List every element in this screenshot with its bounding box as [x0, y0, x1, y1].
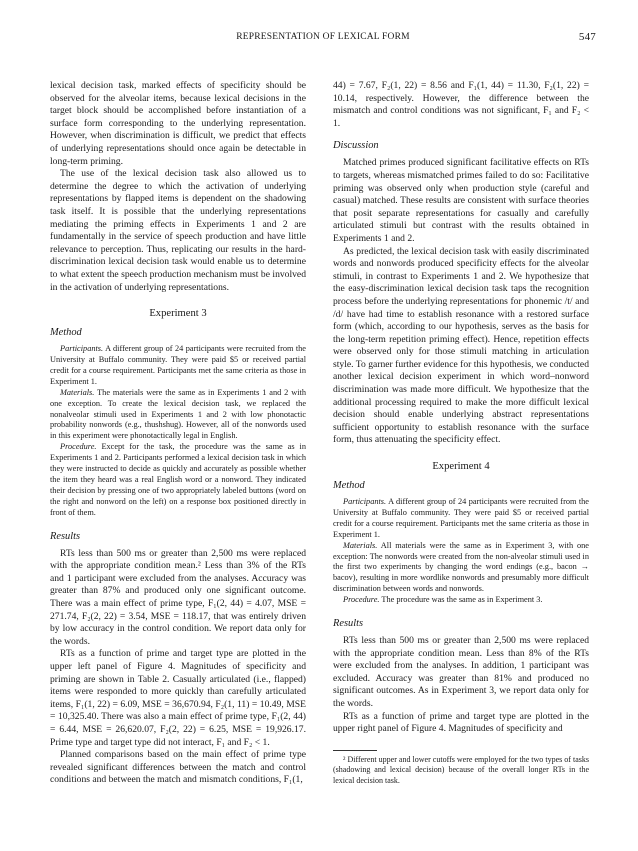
paragraph: As predicted, the lexical decision task with easily discriminated words and nonwords produced specificity effects for the alveolar stimuli, in contrast to Experiments 1 and 2. We hypothesize that the easy-discrimination lexical decision task taps the recognition process before the underlying representations for phonemic /t/ and /d/ have had time to establish resonance with a restored surface form (which, according to our hypothesis, serves as the basis for the long-term repetition priming effect). Hence, repetition effects were observed only for those stimuli matching in articulation style. To garner further evidence for this hypothesis, we conducted another lexical decision experiment in which word–nonword discrimination was made more difficult. We hypothesize that the additional processing required to make the more difficult lexical decision should enable underlying abstract representations sufficient opportunity to establish resonance with the surface form, thus attenuating the specificity effect. — [333, 245, 589, 446]
paragraph-text: The procedure was the same as in Experiment 3. — [381, 595, 543, 605]
paragraph-text: A different group of 24 participants were recruited from the University at Buffalo community. They were paid $5 or received partial credit for a course requirement. Participants met the same criteria as those in Experiment 1. — [50, 344, 306, 386]
running-head — [50, 32, 596, 48]
paragraph: lexical decision task, marked effects of specificity should be observed for the alveolar items, because lexical decisions in the target block should be accomplished before instantiation of a surface form corresponding to the underlying representation. However, when discrimination is difficult, we predict that effects of underlying representations should once again be detectable in long-term priming. — [50, 80, 306, 167]
left-column — [50, 80, 306, 787]
experiment-3-heading: Experiment 3 — [149, 308, 207, 320]
discussion-heading: Discussion — [333, 140, 379, 152]
paragraph: RTs less than 500 ms or greater than 2,500 ms were replaced with the appropriate condition mean. Less than 8% of the RTs were excluded from the analyses. In addition, 1 participant was excluded. Accuracy was greater than 81% and produced no significant outcomes. As in Experiment 3, we report data only for the words. — [333, 635, 589, 710]
procedure-paragraph — [333, 595, 589, 606]
run-in-label: Participants. — [60, 344, 104, 354]
paragraph: Planned comparisons based on the main effect of prime type revealed significant differences between the match and control conditions and between the match and mismatch conditions, F₁(1, — [50, 749, 306, 786]
run-in-label: Participants. — [343, 497, 387, 507]
participants-paragraph — [333, 497, 589, 541]
right-column — [333, 80, 589, 786]
paragraph: 44) = 7.67, F₂(1, 22) = 8.56 and F₁(1, 44) = 11.30, F₂(1, 22) = 10.14, respectively. However, the difference between the mismatch and control conditions was not significant, F₁ and F₂ < 1. — [333, 80, 589, 129]
paragraph: RTs as a function of prime and target type are plotted in the upper right panel of Figure 4. Magnitudes of specificity and — [333, 710, 589, 735]
paragraph-text: Except for the task, the procedure was the same as in Experiments 1 and 2. Participants performed a lexical decision task in which they were instructed to decide as quickly and accurately as possible whether the item they heard was a real English word or a nonword. They indicated their decision by pressing one of two appropriately labeled buttons (word on the right and nonword on the left) on a response box positioned directly in front of them. — [50, 442, 306, 517]
footnote: ² Different upper and lower cutoffs were employed for the two types of tasks (shadowing and lexical decision) because of the overall longer RTs in the lexical decision task. — [333, 754, 589, 785]
paragraph-text: All materials were the same as in Experiment 3, with one exception: The nonwords were created from the non-alveolar stimuli used in the first two experiments by changing the word endings (e.g., bacon → bacov), resulting in more wordlike nonwords and presumably more difficult discrimination between words and nonwords. — [333, 540, 589, 594]
method-heading: Method — [333, 480, 365, 492]
paragraph-text: A different group of 24 participants were recruited from the University at Buffalo community. They were paid $5 or received partial credit for a course requirement. Participants met the same criteria as those in Experiment 1. — [333, 497, 589, 539]
materials-paragraph — [50, 388, 306, 443]
procedure-paragraph — [50, 442, 306, 518]
paragraph: RTs less than 500 ms or greater than 2,500 ms were replaced with the appropriate condition mean.² Less than 3% of the RTs and 1 participant were excluded from the analyses. Accuracy was greater than 87% and produced only one significant outcome. There was a main effect of prime type, F₁(2, 44) = 4.07, MSE = 271.74, F₂(2, 22) = 3.54, MSE = 118.17, that was entirely driven by low accuracy in the control condition. We report data only for the words. — [50, 547, 306, 647]
run-in-label: Procedure. — [60, 442, 97, 452]
paragraph: The use of the lexical decision task also allowed us to determine the degree to which the activation of underlying representations by flapped items is dependent on the shadowing task itself. It is possible that the underlying representations mediating the priming effects in Experiments 1 and 2 are fundamentally in the service of speech production and have little relevance to perception. Thus, replicating our results in the hard-discrimination lexical decision task would enable us to determine to what extent the speech production mechanism must be involved in the activation of underlying representations. — [50, 168, 306, 293]
run-in-label: Materials. — [60, 387, 95, 397]
experiment-4-heading: Experiment 4 — [432, 461, 490, 473]
results-heading: Results — [50, 530, 81, 542]
results-heading: Results — [333, 618, 364, 630]
running-title: REPRESENTATION OF LEXICAL FORM — [236, 32, 410, 42]
method-heading: Method — [50, 327, 82, 339]
participants-paragraph — [50, 344, 306, 388]
paragraph: Matched primes produced significant facilitative effects on RTs to targets, whereas mismatched primes failed to do so: Facilitative priming was observed only when production style (careful and casual) matched. These results are consistent with surface theories that posit separate representations for casually and carefully articulated stimuli but contrast with the results obtained in Experiments 1 and 2. — [333, 157, 589, 244]
page-number: 547 — [578, 31, 596, 43]
footnote-divider — [333, 750, 377, 751]
paragraph-text: The materials were the same as in Experiments 1 and 2 with one exception. To create the lexical decision task, we replaced the nonalveolar stimuli used in Experiments 1 and 2 with low phonotactic probability nonwords (e.g., thushshug). However, all of the nonwords used in this experiment were phonotactically legal in English. — [50, 387, 306, 441]
materials-paragraph — [333, 541, 589, 596]
run-in-label: Materials. — [343, 540, 378, 550]
paragraph: RTs as a function of prime and target type are plotted in the upper left panel of Figure 4. Magnitudes of specificity and priming are shown in Table 2. Casually articulated (i.e., flapped) items were responded to more quickly than carefully articulated items, F₁(1, 22) = 6.09, MSE = 36,670.94, F₂(1, 11) = 10.49, MSE = 10,325.40. There was also a main effect of prime type, F₁(2, 44) = 6.44, MSE = 26,620.07, F₂(2, 22) = 6.25, MSE = 19,926.17. Prime type and target type did not interact, F₁ and F₂ < 1. — [50, 648, 306, 748]
run-in-label: Procedure. — [343, 595, 380, 605]
